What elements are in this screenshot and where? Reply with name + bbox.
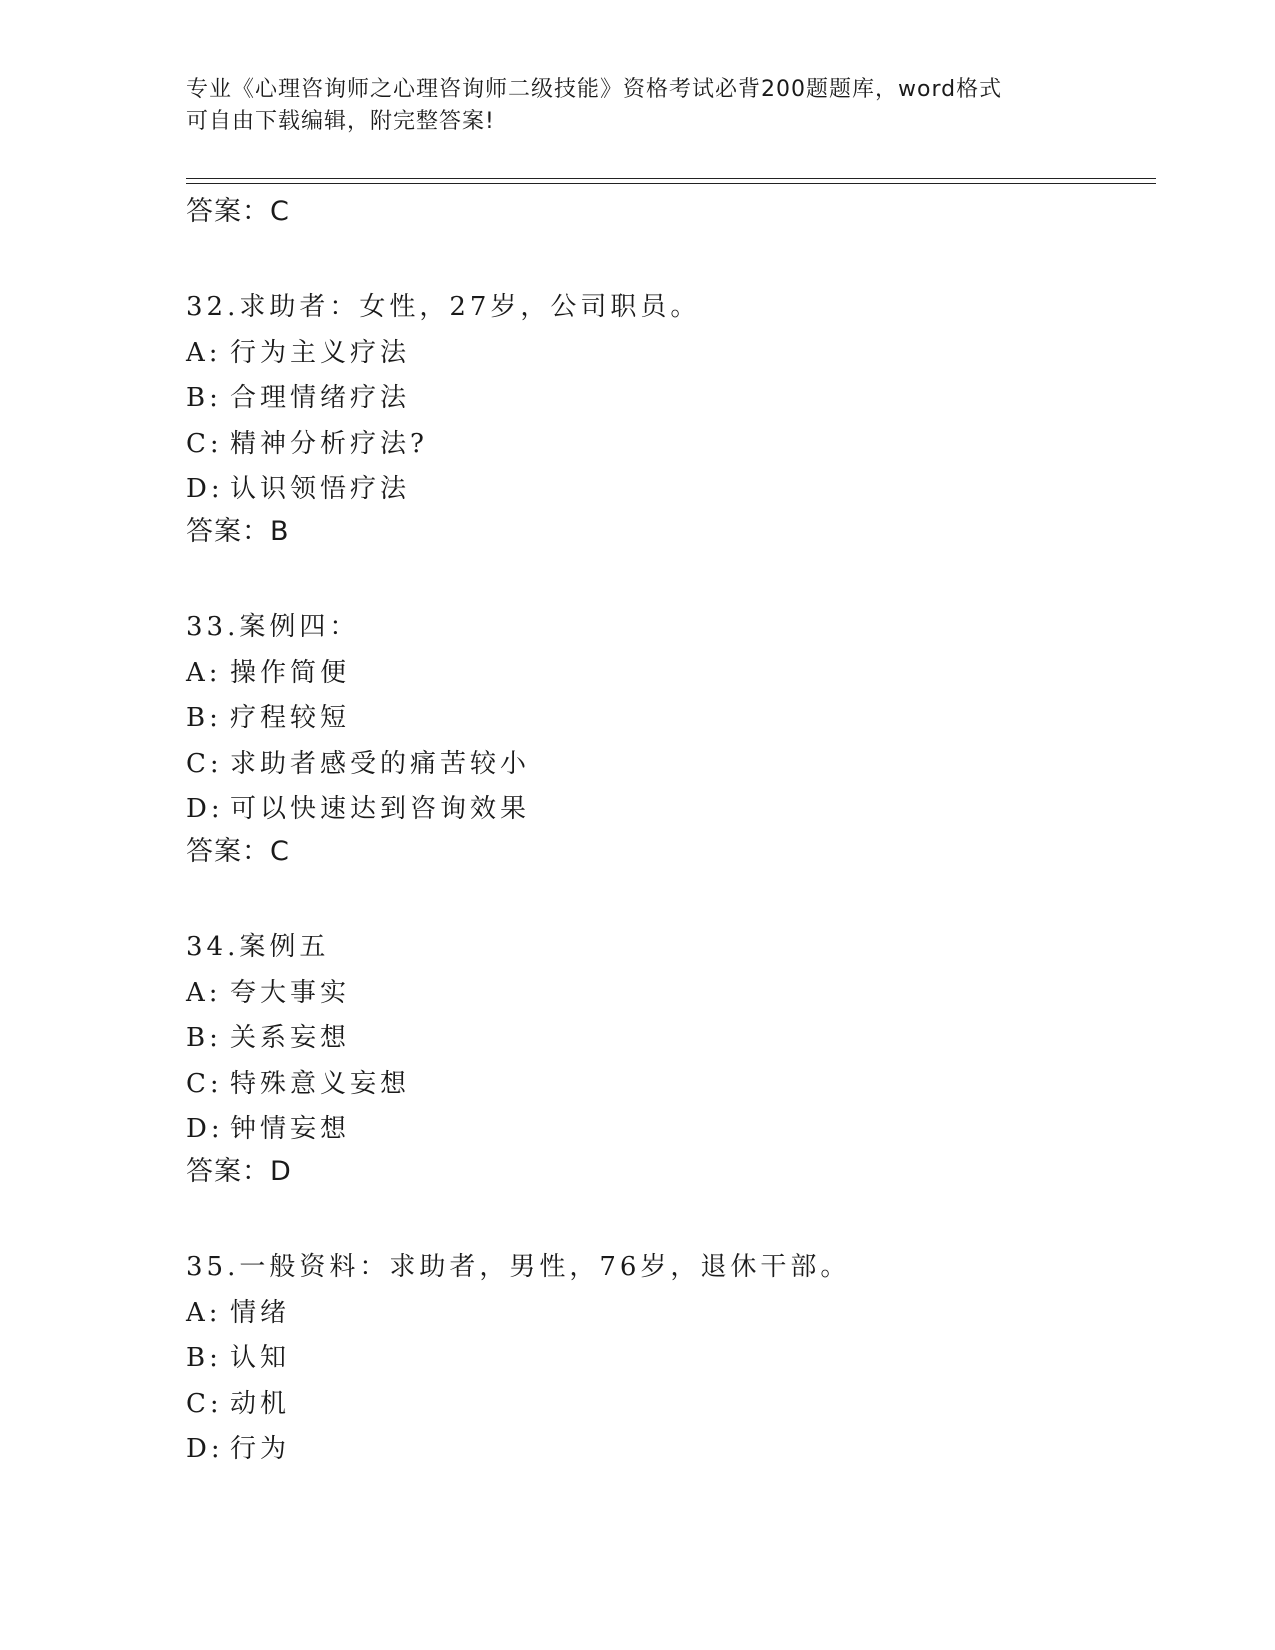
question-33: 33.案例四： — [186, 611, 360, 642]
question-list — [186, 193, 1146, 1473]
option-text: 可以快速达到咨询效果 — [230, 794, 531, 825]
option-b — [186, 1016, 1146, 1062]
option-b — [186, 696, 1146, 742]
option-letter: D: — [186, 1114, 224, 1145]
option-text: 操作简便 — [230, 657, 351, 688]
option-b — [186, 1336, 1146, 1382]
option-text: 求助者感受的痛苦较小 — [230, 748, 531, 779]
option-text: 动机 — [230, 1388, 291, 1419]
option-text: 钟情妄想 — [230, 1114, 351, 1145]
option-text: 认识领悟疗法 — [230, 474, 411, 505]
option-text: 行为 — [230, 1434, 291, 1465]
option-d — [186, 1107, 1146, 1153]
option-d — [186, 467, 1146, 513]
option-text: 行为主义疗法 — [230, 337, 411, 368]
option-c — [186, 422, 1146, 468]
option-letter: B: — [186, 703, 222, 734]
answer-32: 答案：B — [186, 515, 290, 547]
option-c — [186, 1062, 1146, 1108]
option-letter: D: — [186, 474, 224, 505]
option-a — [186, 651, 1146, 697]
option-letter: B: — [186, 1023, 222, 1054]
option-c — [186, 1382, 1146, 1428]
header-divider-bottom — [186, 183, 1156, 184]
option-d — [186, 787, 1146, 833]
option-letter: B: — [186, 1343, 222, 1374]
header-line-2: 可自由下载编辑，附完整答案! — [186, 109, 495, 134]
option-letter: C: — [186, 1068, 223, 1099]
option-text: 精神分析疗法? — [230, 428, 428, 459]
option-letter: A: — [186, 337, 222, 368]
answer-33: 答案：C — [186, 835, 290, 867]
option-a — [186, 971, 1146, 1017]
question-34: 34.案例五 — [186, 931, 330, 962]
option-text: 情绪 — [230, 1297, 291, 1328]
option-text: 关系妄想 — [230, 1023, 351, 1054]
option-text: 合理情绪疗法 — [230, 383, 411, 414]
option-letter: A: — [186, 977, 222, 1008]
header-line-1: 专业《心理咨询师之心理咨询师二级技能》资格考试必背200题题库，word格式 — [186, 77, 1003, 102]
option-a — [186, 331, 1146, 377]
document-header — [186, 74, 1086, 138]
option-text: 夸大事实 — [230, 977, 351, 1008]
option-c — [186, 742, 1146, 788]
option-letter: D: — [186, 794, 224, 825]
option-text: 认知 — [230, 1343, 291, 1374]
question-35: 35.一般资料：求助者，男性，76岁，退休干部。 — [186, 1251, 851, 1282]
option-a — [186, 1291, 1146, 1337]
previous-answer: 答案：C — [186, 196, 290, 227]
option-letter: D: — [186, 1434, 224, 1465]
option-letter: C: — [186, 428, 223, 459]
option-letter: B: — [186, 383, 222, 414]
header-divider-top — [186, 178, 1156, 179]
option-d — [186, 1427, 1146, 1473]
option-letter: A: — [186, 1297, 222, 1328]
option-text: 特殊意义妄想 — [230, 1068, 411, 1099]
option-letter: C: — [186, 1388, 223, 1419]
question-32: 32.求助者：女性，27岁，公司职员。 — [186, 292, 701, 322]
option-letter: A: — [186, 657, 222, 688]
option-b — [186, 376, 1146, 422]
option-letter: C: — [186, 748, 223, 779]
answer-34: 答案：D — [186, 1155, 292, 1187]
option-text: 疗程较短 — [230, 703, 351, 734]
